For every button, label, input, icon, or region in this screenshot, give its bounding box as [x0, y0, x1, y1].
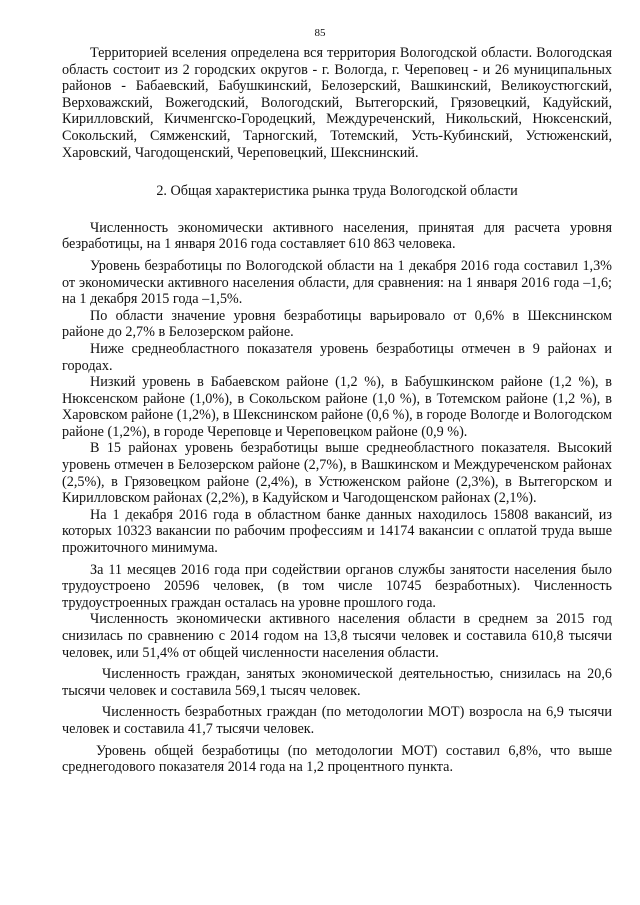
paragraph-general-unemployment: Уровень общей безработицы (по методологии МОТ) составил 6,8%, что выше среднегодового показателя 2014 года на 1,2 процентного пункта.: [62, 742, 612, 776]
paragraph-unemployed-ilo: Численность безработных граждан (по методологии МОТ) возросла на 6,9 тысячи человек и составила 41,7 тысячи человек.: [62, 704, 612, 737]
paragraph-low-level: Низкий уровень в Бабаевском районе (1,2 %), в Бабушкинском районе (1,2 %), в Нюксенском районе (1,0%), в Сокольском районе (1,0 %), в Тотемском районе (1,2 %), в Харовском районе (1,2%), в Шекснинском районе (0,6 %), в городе Вологде и Вологодском районе (1,2%), в городе Череповце и Череповецком районе (0,9 %).: [62, 374, 612, 440]
paragraph-above-average: В 15 районах уровень безработицы выше среднеобластного показателя. Высокий уровень отмечен в Белозерском районе (2,7%), в Вашкинском и Междуреченском районах (2,5%), в Грязовецком районе (2,4%), в Устюженском районе (2,3%), в Вытегорском и Кирилловском районах (2,2%), в Кадуйском и Чагодощенском районах (2,1%).: [62, 440, 612, 507]
paragraph-employed-citizens: Численность граждан, занятых экономической деятельностью, снизилась на 20,6 тысячи человек и составила 569,1 тысяч человек.: [62, 666, 612, 699]
paragraph-below-average: Ниже среднеобластного показателя уровень безработицы отмечен в 9 районах и городах.: [62, 340, 612, 374]
paragraph-rate-range: По области значение уровня безработицы варьировало от 0,6% в Шекснинском районе до 2,7% в Белозерском районе.: [62, 307, 612, 341]
paragraph-employment-11-months: За 11 месяцев 2016 года при содействии органов службы занятости населения было трудоустроено 20596 человек, (в том числе 10745 безработных). Численность трудоустроенных граждан осталась на уровне прошлого года.: [62, 561, 612, 611]
section-title: 2. Общая характеристика рынка труда Вологодской области: [156, 183, 518, 200]
paragraph-vacancies: На 1 декабря 2016 года в областном банке данных находилось 15808 вакансий, из которых 10323 вакансии по рабочим профессиям и 14174 вакансии с оплатой труда выше прожиточного минимума.: [62, 506, 612, 557]
paragraph-population-2015: Численность экономически активного населения области в среднем за 2015 год снизилась по сравнению с 2014 годом на 13,8 тысячи человек и составила 610,8 тысячи человек, или 51,4% от общей численности населения области.: [62, 611, 612, 661]
paragraph-active-population: Численность экономически активного населения, принятая для расчета уровня безработицы, на 1 января 2016 года составляет 610 863 человека.: [62, 219, 612, 253]
page-content: [62, 45, 612, 776]
paragraph-unemployment-rate: Уровень безработицы по Вологодской области на 1 декабря 2016 года составил 1,3% от экономически активного населения области, для сравнения: на 1 января 2016 года –1,6; на 1 декабря 2015 года –1,5%.: [62, 257, 612, 308]
intro-paragraph: Территорией вселения определена вся территория Вологодской области. Вологодская область состоит из 2 городских округов - г. Вологда, г. Череповец - и 26 муниципальных районов - Бабаевский, Бабушкинский, Белозерский, Вашкинский, Великоустюгский, Верховажский, Вожегодский, Вологодский, Вытегорский, Грязовецкий, Кадуйский, Кирилловский, Кичменгско-Городецкий, Междуреченский, Никольский, Нюксенский, Сокольский, Сямженский, Тарногский, Тотемский, Усть-Кубинский, Устюженский, Харовский, Чагодощенский, Череповецкий, Шекснинский.: [62, 45, 612, 161]
page-number: 85: [314, 27, 326, 39]
